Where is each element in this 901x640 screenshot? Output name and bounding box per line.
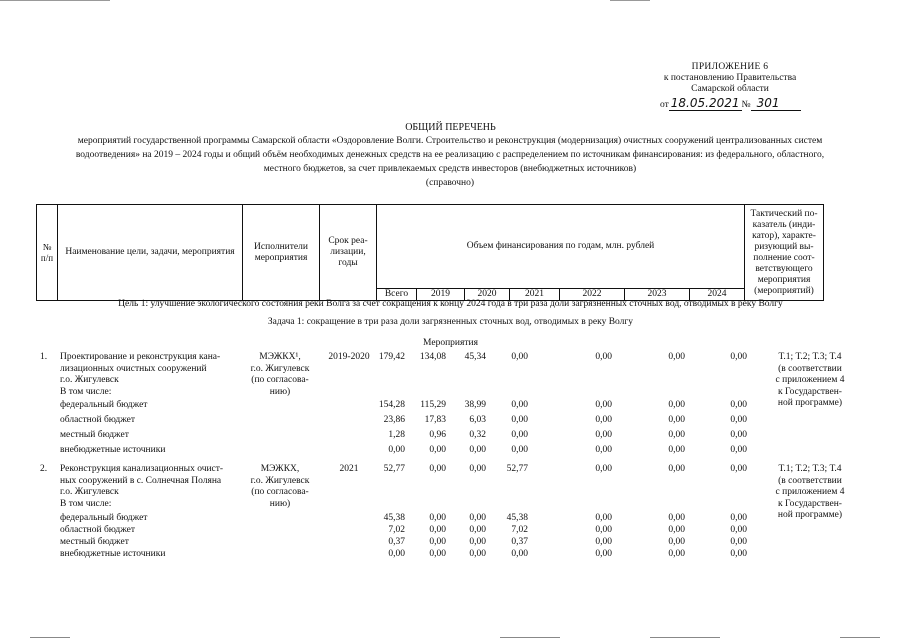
value-year: 0,00	[429, 525, 446, 535]
col-name-header: Наименование цели, задачи, мероприятия	[58, 205, 243, 301]
goal-text: Цель 1: улучшение экологического состояния реки Волга за счет сокращения к концу 2024 года в три раза доли загрязненных сточных вод, отводимых в реку Волгу	[118, 299, 783, 309]
executor-line: нию)	[269, 498, 291, 509]
indicator-line: к Государствен-	[778, 498, 842, 509]
item-term: 2021	[339, 464, 359, 474]
value-year: 0,00	[595, 537, 612, 547]
executor-line: МЭЖКХ,	[260, 464, 300, 474]
value-year: 0,00	[668, 513, 685, 523]
executor-line: (по согласова-	[251, 375, 309, 385]
value-year: 0,00	[668, 464, 685, 474]
scan-edge-line	[650, 637, 720, 638]
value-year: 7,02	[511, 525, 528, 535]
value-year: 0,00	[668, 352, 685, 362]
value-year: 52,77	[506, 464, 528, 474]
appendix-block	[630, 62, 830, 95]
value-year: 0,00	[595, 415, 612, 425]
table-header	[36, 204, 824, 301]
sub-header-year: 2020	[465, 289, 510, 301]
handwritten-date: 18.05.2021	[670, 96, 740, 110]
description-line: водоотведения» на 2019 – 2024 годы и общий объём необходимых денежных средств на ее реализацию с распределением по источникам финансирования: из федерального, областного,	[75, 150, 825, 160]
indicator-line: к Государствен-	[778, 386, 842, 397]
source-label: областной бюджет	[60, 525, 136, 535]
indicator-line: (в соответствии	[778, 475, 842, 486]
col-funding-header: Объем финансирования по годам, млн. рублей	[377, 205, 745, 289]
number-prefix: №	[741, 100, 751, 110]
value-total: 154,28	[378, 400, 405, 410]
value-year: 0,00	[595, 445, 612, 455]
date-prefix: от	[660, 100, 669, 110]
source-label: федеральный бюджет	[60, 513, 148, 523]
item-executor	[241, 352, 319, 398]
value-year: 0,00	[469, 537, 486, 547]
value-total: 45,38	[383, 513, 405, 523]
value-year: 0,00	[511, 549, 528, 559]
value-year: 0,37	[511, 537, 528, 547]
item-name-line: лизационных очистных сооружений	[60, 363, 207, 374]
indicator-line: Т.1; Т.2; Т.3; Т.4	[778, 352, 842, 362]
value-year: 0,96	[429, 430, 446, 440]
indicator-line: Т.1; Т.2; Т.3; Т.4	[778, 464, 842, 474]
value-total: 0,00	[388, 445, 405, 455]
value-year: 0,00	[730, 400, 747, 410]
sub-header-year: 2019	[417, 289, 465, 301]
item-name-line: Проектирование и реконструкция кана-	[60, 352, 221, 362]
description-line: местного бюджетов, за счет привлекаемых средств инвесторов (внебюджетных источников)	[263, 164, 637, 174]
value-year: 0,00	[595, 513, 612, 523]
indicator-line: (в соответствии	[778, 363, 842, 374]
value-year: 0,32	[469, 430, 486, 440]
value-year: 45,34	[464, 352, 486, 362]
value-year: 0,00	[595, 549, 612, 559]
value-total: 1,28	[388, 430, 405, 440]
col-exec-header: Исполнители мероприятия	[243, 205, 320, 301]
value-year: 0,00	[511, 430, 528, 440]
item-number: 1.	[40, 352, 48, 362]
value-year: 0,00	[730, 445, 747, 455]
scan-edge-line	[840, 637, 880, 638]
value-year: 0,00	[511, 445, 528, 455]
item-name	[60, 464, 223, 510]
value-year: 0,00	[469, 525, 486, 535]
indicator-line: с приложением 4	[775, 375, 845, 385]
value-year: 115,29	[420, 400, 446, 410]
source-label: местный бюджет	[60, 537, 129, 547]
col-indicator-header: Тактический по-казатель (инди-катор), характе-ризующий вы-полнение соот-ветствующего мероприятия (мероприятий)	[745, 205, 824, 301]
col-num-header: № п/п	[37, 205, 58, 301]
value-year: 0,00	[469, 464, 486, 474]
value-year: 0,00	[429, 445, 446, 455]
value-year: 0,00	[429, 549, 446, 559]
executor-line: МЭЖКХ¹,	[259, 352, 301, 362]
task-text: Задача 1: сокращение в три раза доли загрязненных сточных вод, отводимых в реку Волгу	[267, 317, 634, 327]
value-year: 0,00	[595, 430, 612, 440]
value-year: 0,00	[730, 513, 747, 523]
executor-line: нию)	[269, 386, 291, 397]
value-total: 52,77	[383, 464, 405, 474]
value-year: 38,99	[464, 400, 486, 410]
scan-edge-line	[0, 0, 110, 1]
value-total: 23,86	[383, 415, 405, 425]
value-year: 0,00	[730, 352, 747, 362]
sub-header-total: Всего	[377, 289, 417, 301]
handwritten-number: 301	[751, 96, 802, 111]
value-year: 0,00	[469, 445, 486, 455]
item-name-line: Реконструкция канализационных очист-	[60, 464, 224, 474]
value-total: 179,42	[378, 352, 405, 362]
item-name-line: г.о. Жигулевск	[60, 375, 119, 385]
item-name-line: г.о. Жигулевск	[60, 487, 119, 497]
source-label: областной бюджет	[60, 415, 136, 425]
value-year: 0,00	[429, 464, 446, 474]
value-year: 0,00	[511, 415, 528, 425]
value-year: 0,00	[730, 549, 747, 559]
item-indicator	[769, 352, 851, 410]
value-year: 45,38	[506, 513, 528, 523]
section-title: Мероприятия	[423, 338, 478, 348]
value-year: 6,03	[469, 415, 486, 425]
indicator-line: ной программе)	[777, 510, 843, 520]
value-year: 0,00	[511, 400, 528, 410]
value-year: 0,00	[730, 430, 747, 440]
source-label: местный бюджет	[60, 430, 129, 440]
value-year: 0,00	[595, 464, 612, 474]
value-total: 0,37	[388, 537, 405, 547]
value-year: 0,00	[668, 537, 685, 547]
appendix-line: Самарской области	[691, 84, 769, 94]
value-year: 0,00	[668, 525, 685, 535]
document-description	[20, 134, 880, 190]
scan-edge-line	[500, 637, 560, 638]
item-executor	[241, 464, 319, 510]
value-total: 0,00	[388, 549, 405, 559]
item-term: 2019-2020	[328, 352, 370, 362]
executor-line: (по согласова-	[251, 487, 309, 497]
item-name-line: В том числе:	[60, 498, 112, 509]
scan-edge-line	[30, 637, 70, 638]
value-year: 0,00	[595, 525, 612, 535]
scan-edge-line	[610, 0, 650, 1]
description-line: мероприятий государственной программы Самарской области «Оздоровление Волги. Строительство и реконструкция (модернизация) очистных сооружений централизованных систем	[77, 136, 823, 146]
decree-date-number	[660, 96, 801, 110]
source-label: внебюджетные источники	[60, 549, 166, 559]
value-year: 0,00	[668, 430, 685, 440]
value-year: 134,08	[419, 352, 446, 362]
executor-line: г.о. Жигулевск	[250, 363, 310, 374]
value-year: 0,00	[730, 525, 747, 535]
executor-line: г.о. Жигулевск	[250, 475, 310, 486]
value-year: 0,00	[469, 549, 486, 559]
value-year: 0,00	[668, 415, 685, 425]
value-total: 7,02	[388, 525, 405, 535]
sub-header-year: 2024	[690, 289, 745, 301]
sub-header-year: 2022	[560, 289, 625, 301]
item-name	[60, 352, 220, 398]
value-year: 0,00	[730, 415, 747, 425]
value-year: 0,00	[730, 537, 747, 547]
sub-header-year: 2021	[510, 289, 560, 301]
source-label: внебюджетные источники	[60, 445, 166, 455]
description-note: (справочно)	[425, 178, 475, 188]
value-year: 0,00	[730, 464, 747, 474]
document-title: ОБЩИЙ ПЕРЕЧЕНЬ	[405, 122, 496, 133]
value-year: 0,00	[668, 400, 685, 410]
value-year: 17,83	[424, 415, 446, 425]
value-year: 0,00	[469, 513, 486, 523]
indicator-line: ной программе)	[777, 398, 843, 408]
item-number: 2.	[40, 464, 48, 474]
value-year: 0,00	[595, 352, 612, 362]
item-indicator	[769, 464, 851, 522]
item-name-line: В том числе:	[60, 386, 112, 397]
value-year: 0,00	[668, 549, 685, 559]
value-year: 0,00	[429, 513, 446, 523]
value-year: 0,00	[595, 400, 612, 410]
item-name-line: ных сооружений в с. Солнечная Поляна	[60, 475, 222, 486]
appendix-title: ПРИЛОЖЕНИЕ 6	[691, 62, 769, 72]
source-label: федеральный бюджет	[60, 400, 148, 410]
indicator-line: с приложением 4	[775, 487, 845, 497]
appendix-line: к постановлению Правительства	[663, 73, 797, 83]
value-year: 0,00	[429, 537, 446, 547]
sub-header-year: 2023	[625, 289, 690, 301]
value-year: 0,00	[668, 445, 685, 455]
value-year: 0,00	[511, 352, 528, 362]
col-term-header: Срок реа-лизации, годы	[320, 205, 377, 301]
